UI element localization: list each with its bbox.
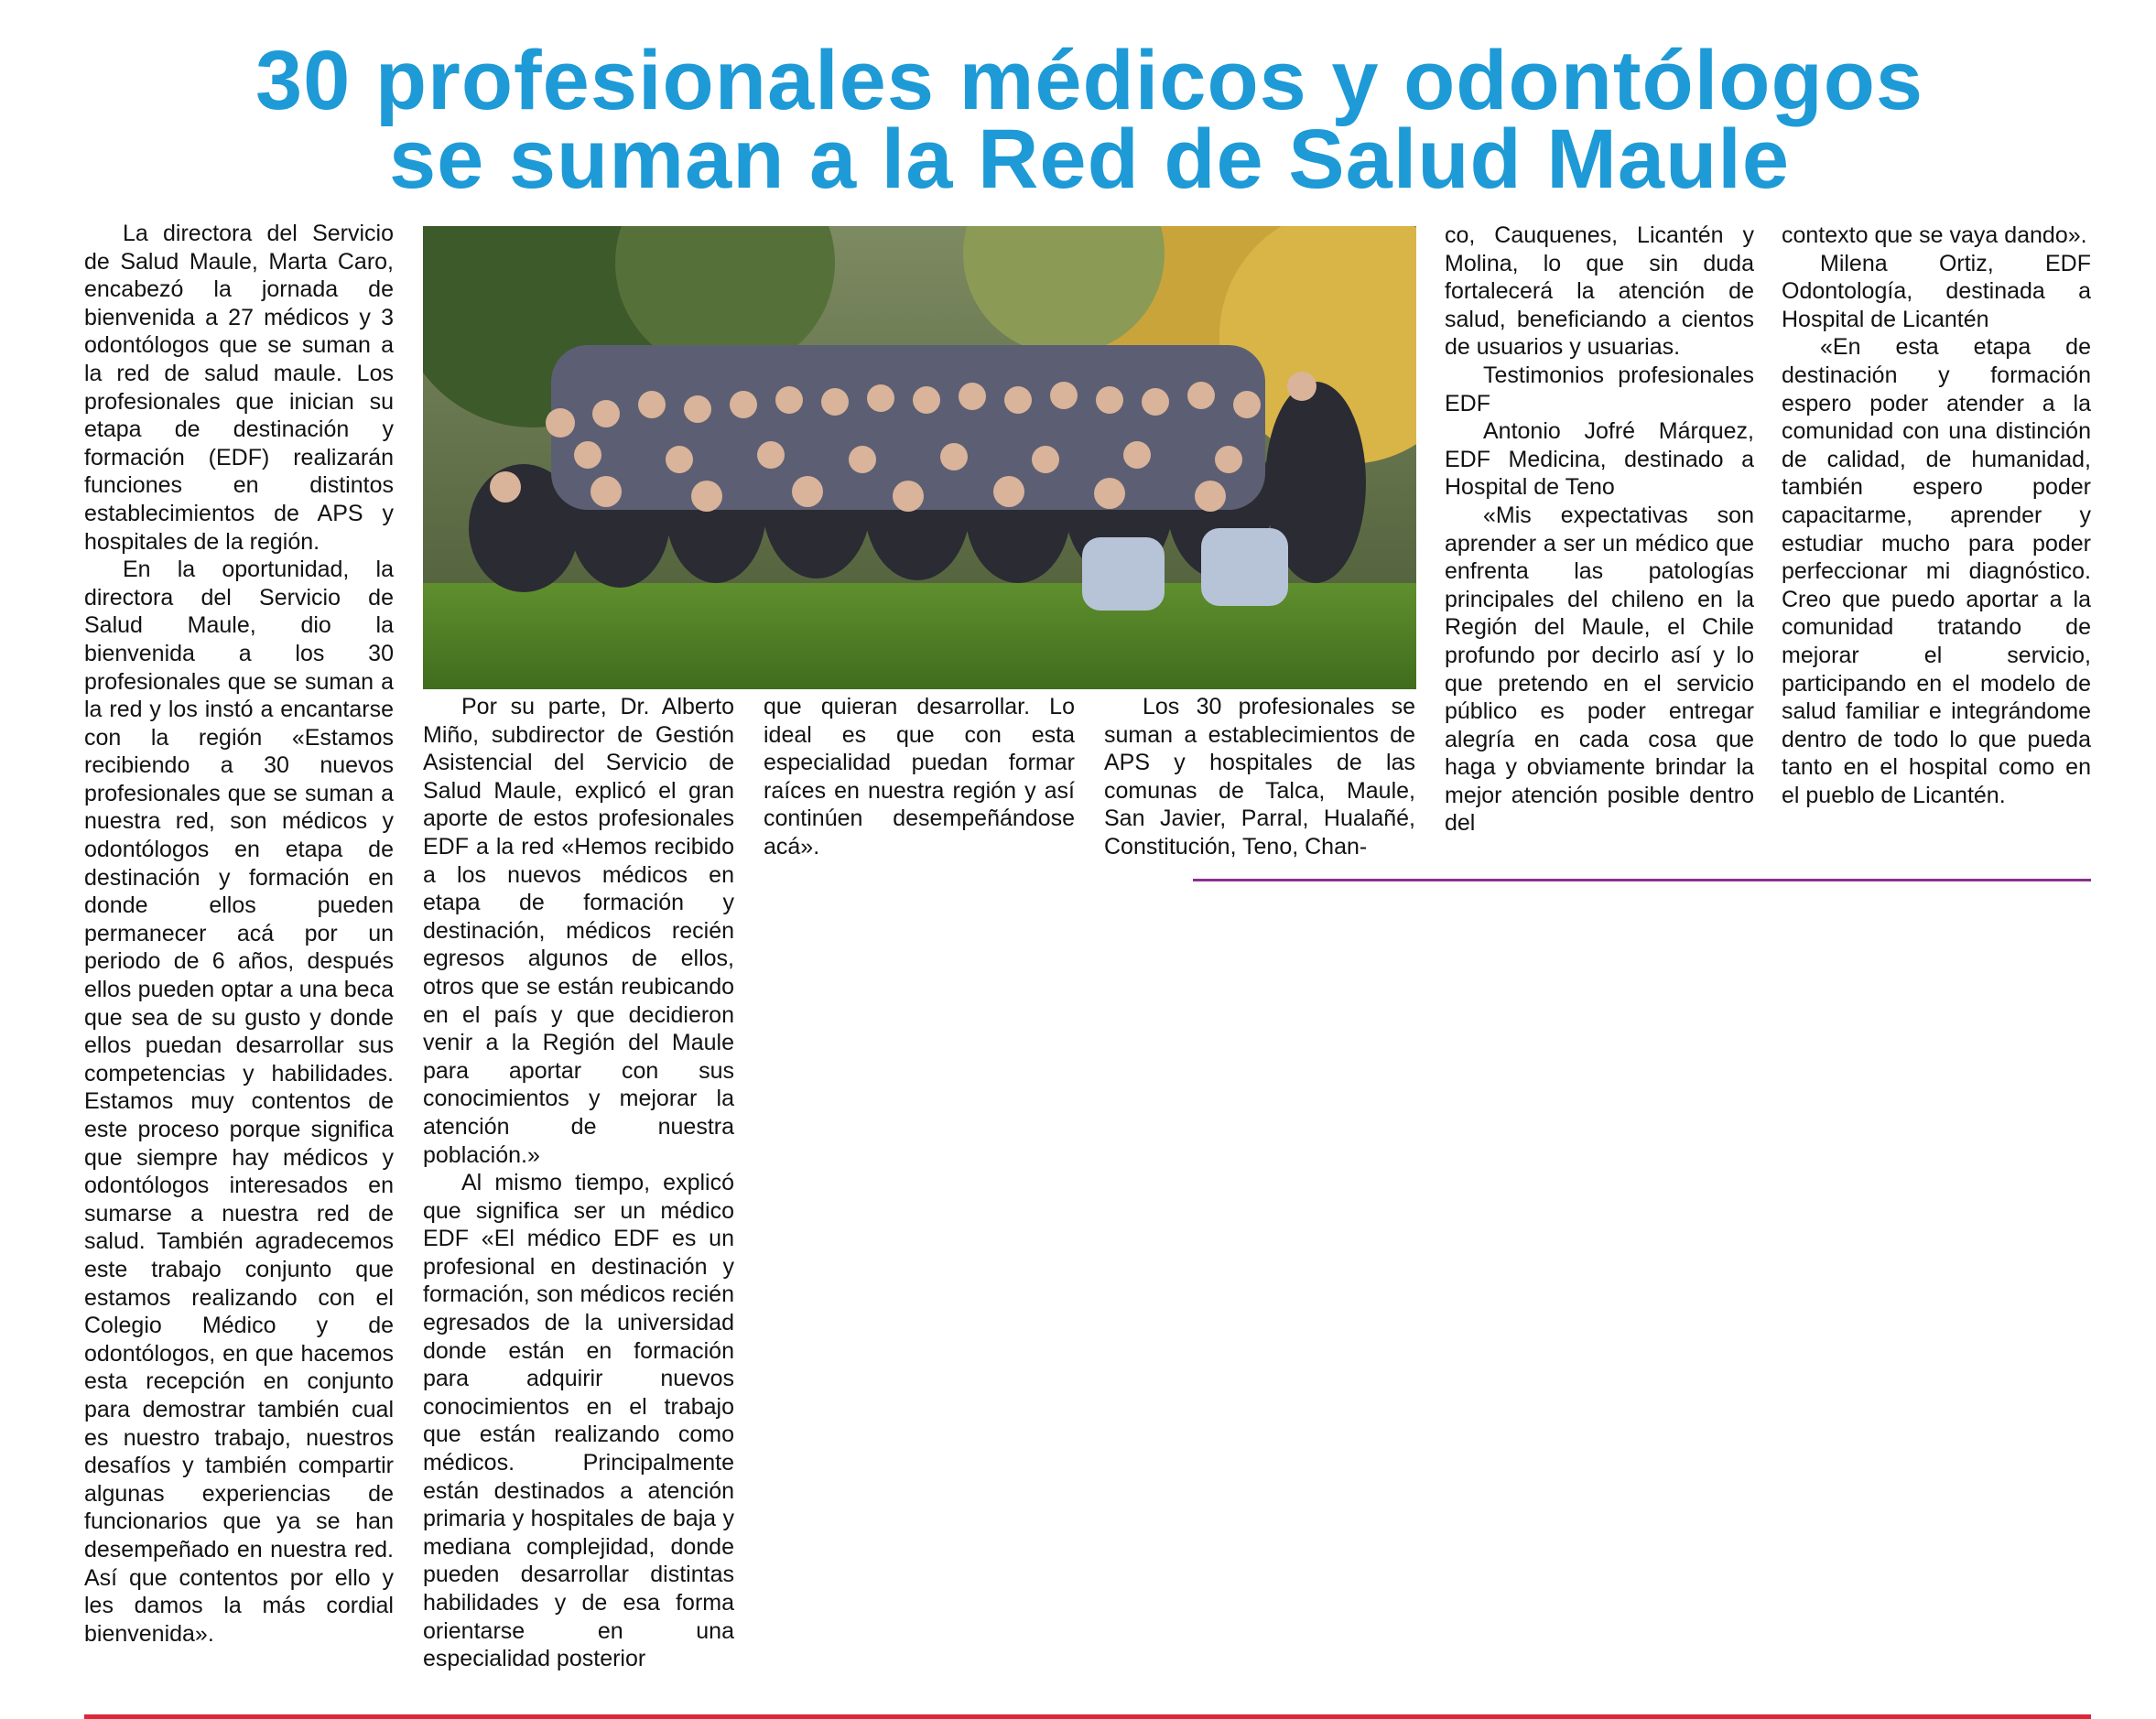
- paragraph: que quieran desarrollar. Lo ideal es que con esta especialidad puedan formar raíces en nuestra región y así continúen desempeñándose acá».: [764, 694, 1075, 860]
- cropped-next-heading: [769, 868, 1172, 884]
- subheading: Testimonios profesionales EDF: [1445, 362, 1754, 416]
- article-column-6: [1782, 222, 2091, 809]
- article-column-5: [1445, 222, 1754, 838]
- article-column-1: [84, 220, 394, 1648]
- article-column-3: [764, 693, 1075, 861]
- paragraph: Antonio Jofré Márquez, EDF Medicina, destinado a Hospital de Teno: [1445, 418, 1754, 501]
- headline-line-1: 30 profesionales médicos y odontólogos: [255, 34, 1924, 127]
- group-photo-icon: [423, 226, 1416, 689]
- paragraph: Milena Ortiz, EDF Odontología, destinada a Hospital de Licantén: [1782, 250, 2091, 332]
- paragraph: Por su parte, Dr. Alberto Miño, subdirector de Gestión Asistencial del Servicio de Salud Maule, explicó el gran aporte de estos profesionales EDF a la red «Hemos recibido a los nuevos médicos en etapa de formación y destinación, médicos recién egresos algunos de ellos, otros que se están reubicando en el país y que decidieron venir a la Región del Maule para aportar con sus conocimientos y mejorar la atención de nuestra población.»: [423, 694, 734, 1168]
- paragraph: En la oportunidad, la directora del Servicio de Salud Maule, dio la bienvenida a los 30 profesionales que se suman a la red y los instó a encantarse con la región «Estamos recibiendo a 30 nuevos profesionales que se suman a nuestra red, son médicos y odontólogos en etapa de destinación y formación en donde ellos pueden permanecer acá por un periodo de 6 años, después ellos pueden optar a una beca que sea de su gusto y donde ellos puedan desarrollar sus competencias y habilidades. Estamos muy contentos de este proceso porque significa que siempre hay médicos y odontólogos interesados en sumarse a nuestra red de salud. También agradecemos este trabajo conjunto que estamos realizando con el Colegio Médico y de odontólogos, en que hacemos esta recepción en conjunto para demostrar también cual es nuestro trabajo, nuestros desafíos y también compartir algunas experiencias de funcionarios que ya se han desempeñado en nuestra red. Así que contentos por ello y les damos la más cordial bienvenida».: [84, 557, 394, 1647]
- paragraph: «Mis expectativas son aprender a ser un médico que enfrenta las patologías principales del chileno en la Región del Maule, el Chile profundo por decirlo así y lo que pretendo en el servicio público es poder entregar alegría en cada cosa que haga y obviamente brindar la mejor atención posible dentro del: [1445, 502, 1754, 837]
- paragraph: «En esta etapa de destinación y formación espero poder atender a la comunidad con una distinción de calidad, de humanidad, también espero poder capacitarme, aprender y estudiar mucho para poder perfeccionar mi diagnóstico. Creo que puedo aportar a la comunidad tratando de mejorar el servicio, participando en el modelo de salud familiar e integrándome dentro de todo lo que pueda tanto en el hospital como en el pueblo de Licantén.: [1782, 334, 2091, 808]
- article-column-2: [423, 693, 734, 1673]
- paragraph: La directora del Servicio de Salud Maule, Marta Caro, encabezó la jornada de bienvenida a 27 médicos y 3 odontólogos que se suman a la red de salud maule. Los profesionales que inician su etapa de destinación y formación (EDF) realizarán funciones en distintos establecimientos de APS y hospitales de la región.: [84, 221, 394, 555]
- paragraph: co, Cauquenes, Licantén y Molina, lo que sin duda fortalecerá la atención de salud, beneficiando a cientos de usuarios y usuarias.: [1445, 222, 1754, 361]
- section-divider: [1193, 879, 2091, 881]
- paragraph: Los 30 profesionales se suman a establecimientos de APS y hospitales de las comunas de Talca, Maule, San Javier, Parral, Hualañé, Constitución, Teno, Chan-: [1104, 694, 1415, 860]
- article-column-4: [1104, 693, 1415, 861]
- paragraph: Al mismo tiempo, explicó que significa ser un médico EDF «El médico EDF es un profesional en destinación y formación, son médicos recién egresados de la universidad donde están en formación para adquirir nuevos conocimientos en el trabajo que están realizando como médicos. Principalmente están destinados a atención primaria y hospitales de baja y mediana complejidad, donde pueden desarrollar distintas habilidades y de esa forma orientarse en una especialidad posterior: [423, 1170, 734, 1672]
- headline-line-2: se suman a la Red de Salud Maule: [388, 113, 1791, 206]
- group-photo: [423, 226, 1416, 689]
- page-bottom-rule: [84, 1714, 2091, 1719]
- paragraph: contexto que se vaya dando».: [1782, 222, 2087, 248]
